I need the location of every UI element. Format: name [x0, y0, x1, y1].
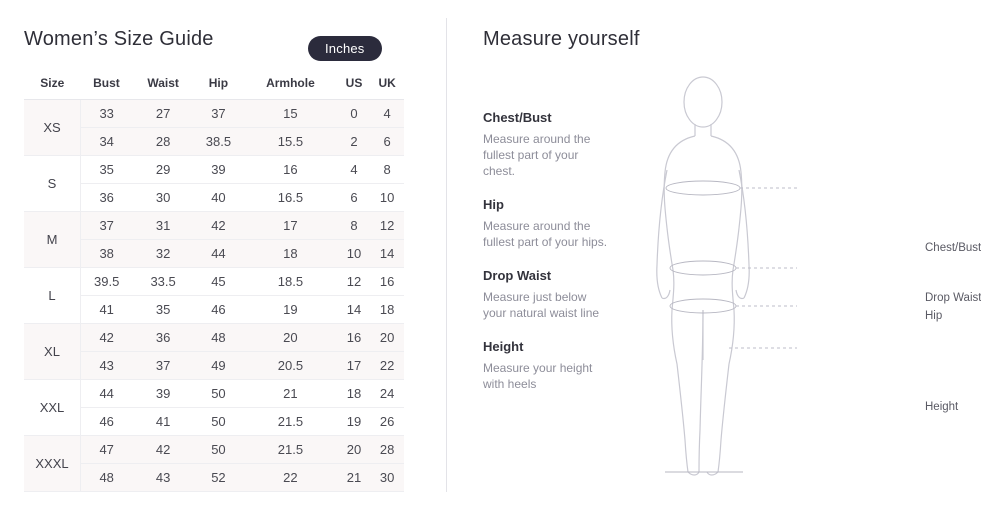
- instruction-text: Measure your height with heels: [483, 361, 593, 391]
- cell-uk: 6: [370, 128, 404, 156]
- column-header-bust: Bust: [81, 69, 133, 100]
- cell-us: 4: [338, 156, 370, 184]
- cell-waist: 32: [132, 240, 193, 268]
- body-measurement-diagram: [625, 60, 981, 490]
- cell-armhole: 22: [243, 464, 338, 492]
- cell-waist: 35: [132, 296, 193, 324]
- cell-armhole: 15.5: [243, 128, 338, 156]
- cell-armhole: 21: [243, 380, 338, 408]
- table-row: [24, 212, 404, 240]
- table-row: [24, 268, 404, 296]
- cell-bust: 44: [81, 380, 133, 408]
- cell-hip: 50: [194, 408, 243, 436]
- cell-armhole: 18.5: [243, 268, 338, 296]
- cell-uk: 8: [370, 156, 404, 184]
- callout-chest-bust: Chest/Bust: [925, 242, 981, 254]
- cell-uk: 26: [370, 408, 404, 436]
- column-header-uk: UK: [370, 69, 404, 100]
- cell-armhole: 18: [243, 240, 338, 268]
- cell-waist: 36: [132, 324, 193, 352]
- size-label-l: L: [24, 268, 81, 324]
- size-label-xs: XS: [24, 100, 81, 156]
- cell-us: 12: [338, 268, 370, 296]
- callout-height: Height: [925, 401, 959, 413]
- cell-us: 17: [338, 352, 370, 380]
- instruction-text: Measure around the fullest part of your hips.: [483, 219, 608, 249]
- cell-bust: 39.5: [81, 268, 133, 296]
- cell-waist: 43: [132, 464, 193, 492]
- cell-uk: 4: [370, 100, 404, 128]
- instruction-text: Measure just below your natural waist line: [483, 290, 600, 320]
- page-title: Women’s Size Guide: [24, 28, 214, 50]
- cell-waist: 41: [132, 408, 193, 436]
- cell-us: 2: [338, 128, 370, 156]
- cell-hip: 40: [194, 184, 243, 212]
- cell-hip: 50: [194, 436, 243, 464]
- instruction-heading: Chest/Bust: [483, 110, 552, 125]
- table-row: [24, 128, 404, 156]
- cell-hip: 49: [194, 352, 243, 380]
- cell-uk: 16: [370, 268, 404, 296]
- cell-armhole: 21.5: [243, 436, 338, 464]
- cell-us: 6: [338, 184, 370, 212]
- table-row: [24, 380, 404, 408]
- cell-hip: 37: [194, 100, 243, 128]
- column-header-hip: Hip: [194, 69, 243, 100]
- cell-bust: 48: [81, 464, 133, 492]
- cell-bust: 41: [81, 296, 133, 324]
- cell-us: 18: [338, 380, 370, 408]
- cell-armhole: 15: [243, 100, 338, 128]
- cell-waist: 33.5: [132, 268, 193, 296]
- cell-us: 0: [338, 100, 370, 128]
- column-header-size: Size: [24, 69, 81, 100]
- cell-armhole: 17: [243, 212, 338, 240]
- instruction-heading: Drop Waist: [483, 268, 552, 283]
- cell-uk: 24: [370, 380, 404, 408]
- size-label-m: M: [24, 212, 81, 268]
- cell-us: 21: [338, 464, 370, 492]
- cell-hip: 44: [194, 240, 243, 268]
- measure-instructions: [483, 110, 623, 410]
- column-header-armhole: Armhole: [243, 69, 338, 100]
- callout-hip: Hip: [925, 310, 943, 322]
- table-header-row: [24, 69, 404, 100]
- instruction-text: Measure around the fullest part of your chest.: [483, 132, 591, 178]
- cell-bust: 37: [81, 212, 133, 240]
- cell-armhole: 20: [243, 324, 338, 352]
- table-row: [24, 296, 404, 324]
- unit-toggle-inches[interactable]: Inches: [308, 36, 382, 61]
- size-chart-table: [24, 69, 404, 492]
- female-body-figure-icon: [625, 60, 865, 490]
- cell-us: 16: [338, 324, 370, 352]
- cell-bust: 33: [81, 100, 133, 128]
- instruction-heading: Height: [483, 339, 524, 354]
- cell-bust: 46: [81, 408, 133, 436]
- cell-us: 19: [338, 408, 370, 436]
- cell-uk: 28: [370, 436, 404, 464]
- cell-us: 14: [338, 296, 370, 324]
- cell-hip: 45: [194, 268, 243, 296]
- instruction-drop-waist: [483, 268, 623, 321]
- cell-hip: 50: [194, 380, 243, 408]
- cell-waist: 29: [132, 156, 193, 184]
- table-row: [24, 324, 404, 352]
- table-body: [24, 100, 404, 492]
- cell-armhole: 16: [243, 156, 338, 184]
- column-header-waist: Waist: [132, 69, 193, 100]
- cell-us: 8: [338, 212, 370, 240]
- cell-uk: 14: [370, 240, 404, 268]
- size-label-xl: XL: [24, 324, 81, 380]
- cell-waist: 42: [132, 436, 193, 464]
- table-header: [24, 69, 404, 100]
- cell-bust: 42: [81, 324, 133, 352]
- size-label-s: S: [24, 156, 81, 212]
- cell-waist: 27: [132, 100, 193, 128]
- callout-drop-waist: Drop Waist: [925, 292, 981, 304]
- table-row: [24, 100, 404, 128]
- cell-hip: 42: [194, 212, 243, 240]
- cell-bust: 34: [81, 128, 133, 156]
- cell-bust: 36: [81, 184, 133, 212]
- cell-us: 10: [338, 240, 370, 268]
- cell-bust: 38: [81, 240, 133, 268]
- cell-hip: 38.5: [194, 128, 243, 156]
- cell-hip: 52: [194, 464, 243, 492]
- table-row: [24, 408, 404, 436]
- measure-yourself-panel: [445, 0, 981, 509]
- table-row: [24, 436, 404, 464]
- cell-armhole: 16.5: [243, 184, 338, 212]
- cell-uk: 10: [370, 184, 404, 212]
- cell-bust: 43: [81, 352, 133, 380]
- cell-waist: 28: [132, 128, 193, 156]
- instruction-height: [483, 339, 623, 392]
- instruction-hip: [483, 197, 623, 250]
- instruction-chest-bust: [483, 110, 623, 179]
- cell-bust: 35: [81, 156, 133, 184]
- cell-hip: 46: [194, 296, 243, 324]
- cell-armhole: 21.5: [243, 408, 338, 436]
- size-label-xxxl: XXXL: [24, 436, 81, 492]
- cell-uk: 20: [370, 324, 404, 352]
- cell-bust: 47: [81, 436, 133, 464]
- size-guide-panel: [0, 0, 445, 509]
- cell-us: 20: [338, 436, 370, 464]
- column-header-us: US: [338, 69, 370, 100]
- cell-waist: 39: [132, 380, 193, 408]
- cell-uk: 30: [370, 464, 404, 492]
- size-label-xxl: XXL: [24, 380, 81, 436]
- instruction-heading: Hip: [483, 197, 504, 212]
- cell-waist: 31: [132, 212, 193, 240]
- cell-hip: 48: [194, 324, 243, 352]
- cell-uk: 12: [370, 212, 404, 240]
- cell-waist: 37: [132, 352, 193, 380]
- table-row: [24, 464, 404, 492]
- cell-armhole: 20.5: [243, 352, 338, 380]
- table-row: [24, 184, 404, 212]
- cell-uk: 18: [370, 296, 404, 324]
- table-row: [24, 240, 404, 268]
- measure-title: Measure yourself: [483, 28, 640, 50]
- table-row: [24, 352, 404, 380]
- table-row: [24, 156, 404, 184]
- cell-armhole: 19: [243, 296, 338, 324]
- cell-hip: 39: [194, 156, 243, 184]
- cell-uk: 22: [370, 352, 404, 380]
- cell-waist: 30: [132, 184, 193, 212]
